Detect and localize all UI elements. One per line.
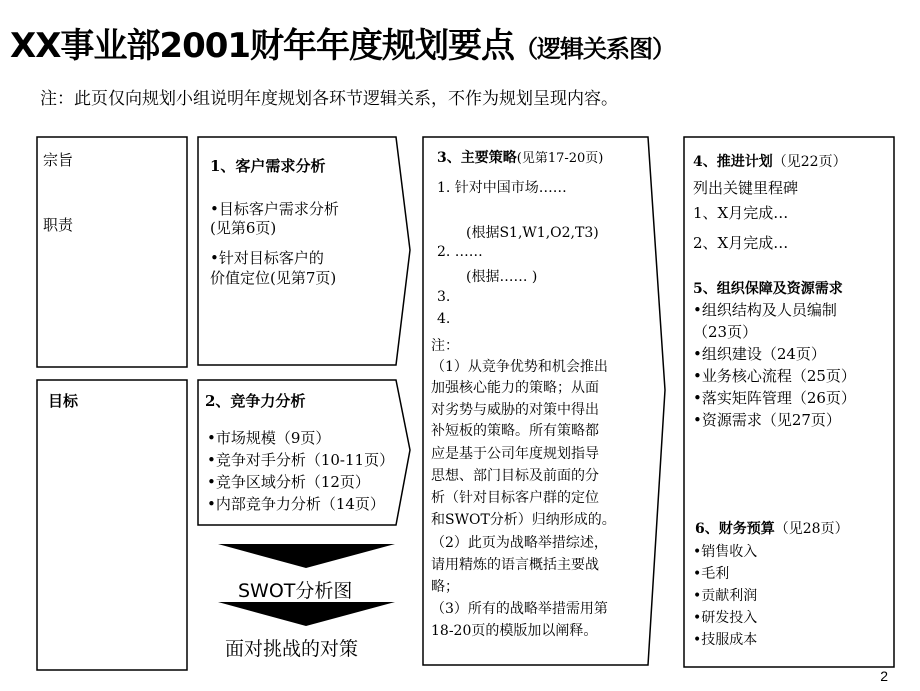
title-main: XX事业部2001财年年度规划要点	[10, 26, 515, 66]
strategy-line: 2. ……	[437, 244, 483, 260]
org-heading: 5、组织保障及资源需求	[693, 281, 843, 297]
org-line: •组织结构及人员编制	[693, 301, 837, 319]
swot-label: SWOT分析图	[238, 580, 353, 602]
budget-line: •销售收入	[693, 544, 758, 560]
strategy-line: (根据…… )	[466, 269, 538, 285]
budget-line: •贡献利润	[693, 588, 758, 604]
strategy-heading-ref: (见第17-20页)	[516, 151, 604, 166]
box-mission-border	[37, 137, 187, 367]
budget-heading-ref: （见28页）	[774, 521, 849, 537]
strategy-line: 略；	[431, 579, 459, 595]
box-goal-border	[37, 380, 187, 670]
competition-item: •市场规模（9页）	[207, 429, 331, 447]
label-goal: 目标	[48, 392, 79, 410]
budget-heading: 6、财务预算	[695, 521, 775, 537]
competition-item: •竞争对手分析（10-11页）	[207, 451, 395, 469]
budget-line: •毛利	[693, 566, 730, 582]
strategy-line: 3.	[437, 289, 451, 305]
budget-line: •技服成本	[693, 632, 758, 648]
label-duty: 职责	[43, 216, 74, 234]
strategy-line: 4.	[437, 311, 451, 327]
customer-item: 价值定位(见第7页)	[210, 269, 337, 287]
org-line: （23页）	[693, 323, 758, 341]
strategy-line: 加强核心能力的策略；从面	[431, 380, 599, 396]
strategy-line: 析（针对目标客户群的定位	[431, 490, 599, 506]
budget-line: •研发投入	[693, 610, 758, 626]
competition-item: •竞争区域分析（12页）	[207, 473, 370, 491]
title-sub: （逻辑关系图）	[514, 35, 676, 63]
strategy-line: （2）此页为战略举措综述，	[431, 535, 608, 551]
strategy-line: 应是基于公司年度规划指导	[431, 446, 599, 462]
org-line: •资源需求（见27页）	[693, 411, 841, 429]
label-mission: 宗旨	[43, 151, 74, 169]
strategy-line: 和SWOT分析）归纳形成的。	[431, 512, 616, 528]
swot-arrow-down	[218, 544, 395, 568]
strategy-line: （1）从竞争优势和机会推出	[431, 359, 608, 375]
strategy-heading: 3、主要策略	[437, 150, 517, 166]
strategy-line: 1. 针对中国市场……	[437, 180, 567, 196]
plan-line: 1、X月完成…	[693, 204, 789, 222]
challenge-label: 面对挑战的对策	[225, 638, 359, 660]
strategy-line: 18-20页的模版加以阐释。	[431, 623, 598, 639]
strategy-line: 补短板的策略。所有策略都	[431, 423, 599, 439]
plan-line: 列出关键里程碑	[693, 179, 799, 197]
challenge-arrow-down	[218, 602, 395, 626]
competition-heading: 2、竞争力分析	[205, 392, 306, 410]
org-line: •组织建设（24页）	[693, 345, 826, 363]
org-line: •落实矩阵管理（26页）	[693, 389, 856, 407]
customer-item: •针对目标客户的	[210, 249, 324, 267]
customer-item: •目标客户需求分析	[210, 200, 339, 218]
strategy-line: （3）所有的战略举措需用第	[431, 601, 608, 617]
strategy-line: 思想、部门目标及前面的分	[431, 468, 599, 484]
plan-heading-row	[693, 151, 847, 171]
plan-heading: 4、推进计划	[693, 154, 773, 170]
strategy-line: 对劣势与威胁的对策中得出	[431, 402, 599, 418]
strategy-line: 请用精炼的语言概括主要战	[431, 557, 599, 573]
customer-heading: 1、客户需求分析	[210, 157, 326, 175]
plan-line: 2、X月完成…	[693, 234, 789, 252]
plan-heading-ref: （见22页）	[772, 154, 847, 170]
strategy-heading-row	[437, 147, 603, 167]
page-note: 注：此页仅向规划小组说明年度规划各环节逻辑关系，不作为规划呈现内容。	[40, 89, 618, 109]
competition-item: •内部竞争力分析（14页）	[207, 495, 385, 513]
org-line: •业务核心流程（25页）	[693, 367, 856, 385]
budget-heading-row	[695, 518, 849, 538]
customer-item: (见第6页)	[210, 219, 277, 237]
strategy-line: 注：	[431, 338, 459, 354]
strategy-line: (根据S1,W1,O2,T3)	[466, 225, 599, 241]
page-number: 2	[880, 668, 888, 684]
